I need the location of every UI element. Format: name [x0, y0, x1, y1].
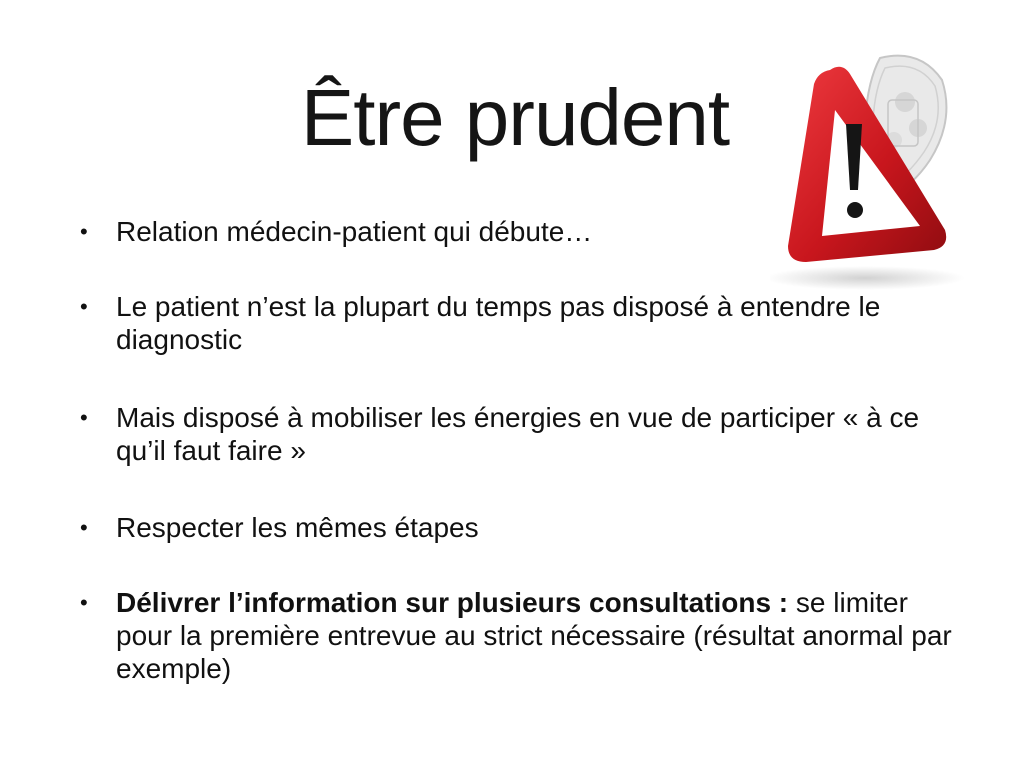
- bullet-dot: •: [80, 294, 88, 319]
- bullet-text: Respecter les mêmes étapes: [116, 512, 479, 543]
- bullet-dot: •: [80, 219, 88, 244]
- bullet-text: Mais disposé à mobiliser les énergies en vue de participer « à ce qu’il faut faire »: [116, 402, 920, 466]
- bullet-dot: •: [80, 515, 88, 540]
- bullet-rest-text: se limiter pour la première entrevue au strict nécessaire (résultat anormal par exemple): [116, 587, 952, 684]
- bullet-dot: •: [80, 590, 88, 615]
- warning-triangle-icon: [770, 40, 975, 300]
- slide-title: Être prudent: [300, 73, 730, 162]
- bullet-text: Le patient n’est la plupart du temps pas disposé à entendre le diagnostic: [116, 291, 881, 355]
- bullet-text: Relation médecin-patient qui débute…: [116, 216, 593, 247]
- bullet-text: [116, 586, 956, 685]
- bullet-bold-text: Délivrer l’information sur plusieurs consultations :: [116, 587, 789, 618]
- bullet-dot: •: [80, 405, 88, 430]
